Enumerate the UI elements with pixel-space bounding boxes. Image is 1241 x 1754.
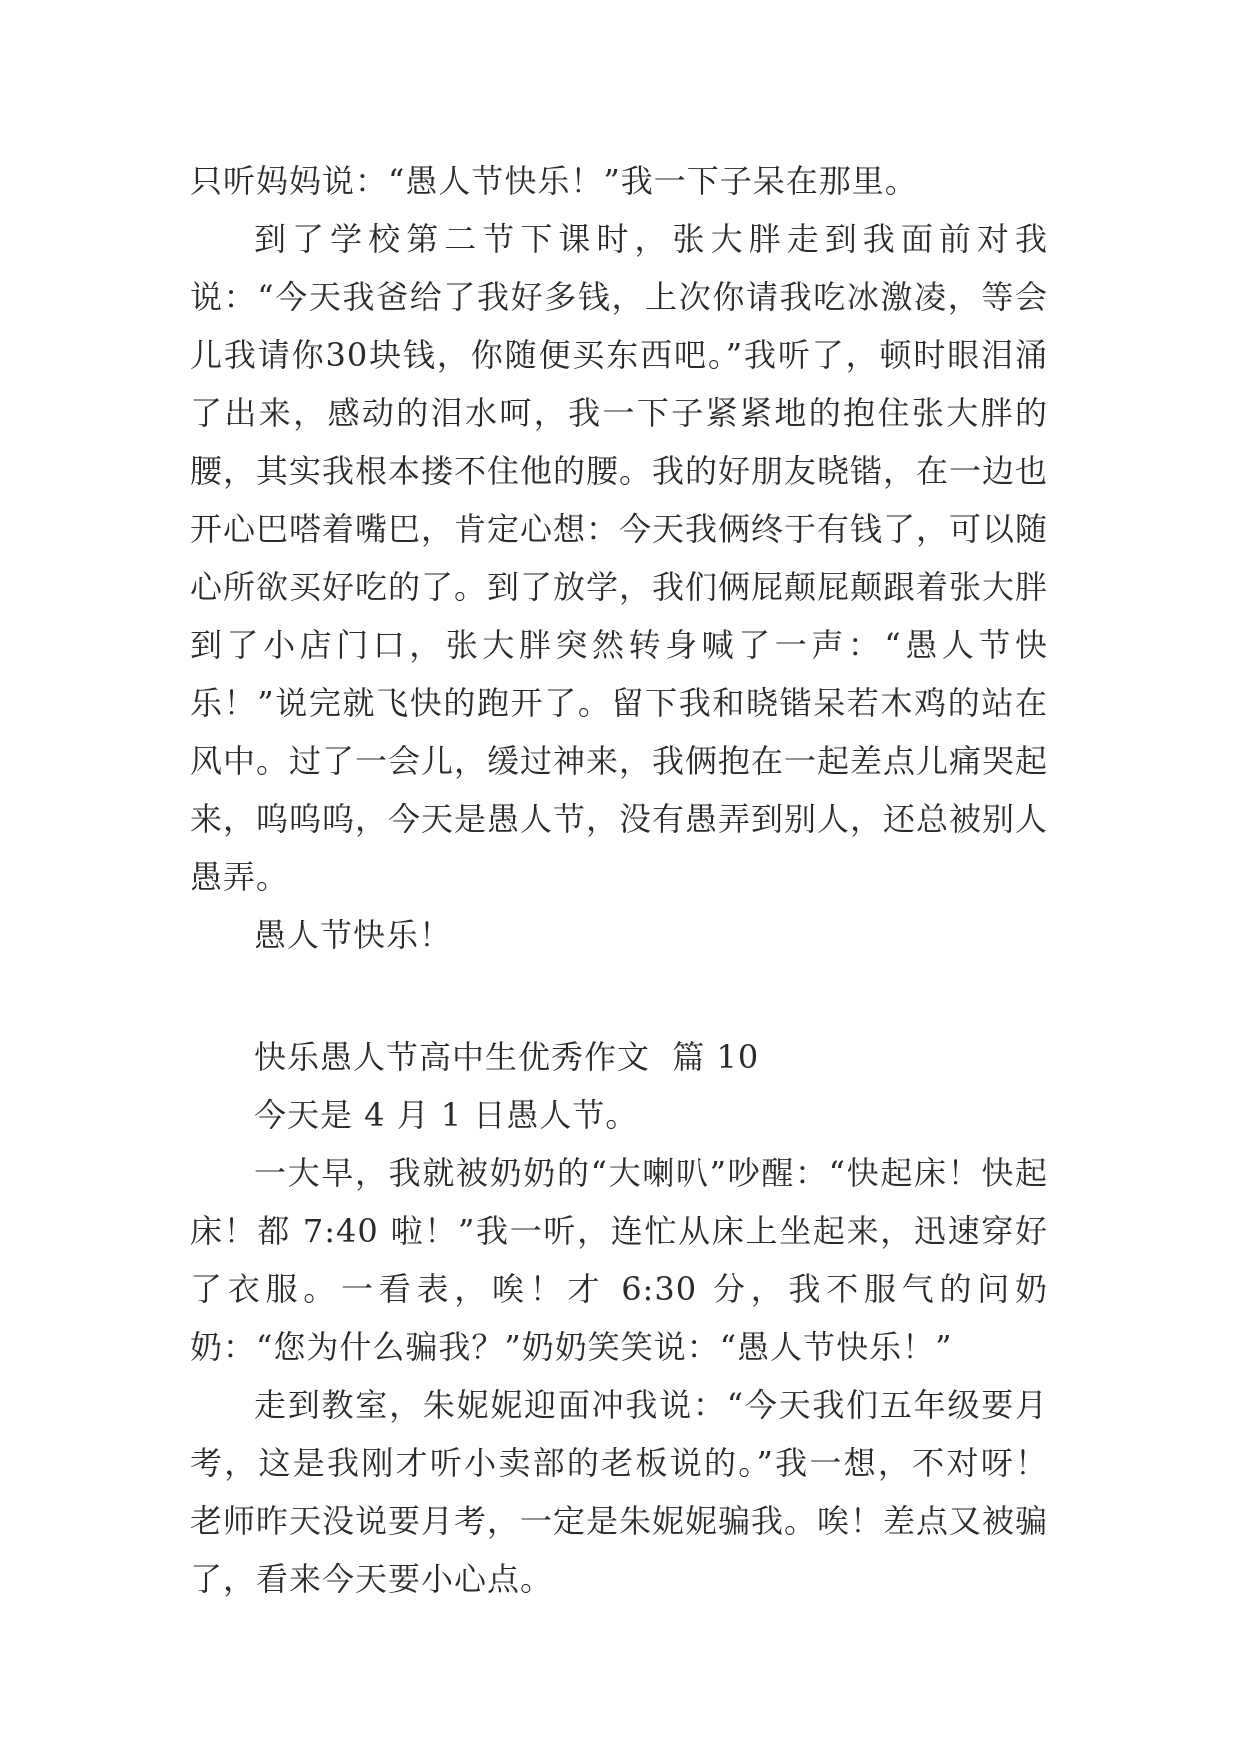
paragraph-continuation: 只听妈妈说：“愚人节快乐！”我一下子呆在那里。: [190, 162, 918, 200]
section-spacer: [190, 964, 1048, 1028]
paragraph-date: 今天是 4 月 1 日愚人节。: [254, 1096, 639, 1134]
paragraph-closing: 愚人节快乐！: [254, 916, 453, 954]
paragraph-story-da-pang: 到了学校第二节下课时，张大胖走到我面前对我说：“今天我爸给了我好多钱，上次你请我吃冰激凌，等会儿我请你30块钱，你随便买东西吧。”我听了，顿时眼泪涌了出来，感动的泪水呵，我一下子紧紧地的抱住张大胖的腰，其实我根本搂不住他的腰。我的好朋友晓锴，在一边也开心巴嗒着嘴巴，肯定心想：今天我俩终于有钱了，可以随心所欲买好吃的了。到了放学，我们俩屁颠屁颠跟着张大胖到了小店门口，张大胖突然转身喊了一声：“愚人节快乐！”说完就飞快的跑开了。留下我和晓锴呆若木鸡的站在风中。过了一会儿，缓过神来，我俩抱在一起差点儿痛哭起来，呜呜呜，今天是愚人节，没有愚弄到别人，还总被别人愚弄。: [190, 220, 1049, 896]
document-body: [190, 152, 1048, 1608]
paragraph-grandma: 一大早，我就被奶奶的“大喇叭”吵醒：“快起床！快起床！都 7:40 啦！”我一听，连忙从床上坐起来，迅速穿好了衣服。一看表，唉！才 6:30 分，我不服气的问奶奶：“您为什么骗我？”奶奶笑笑说：“愚人节快乐！”: [190, 1154, 1048, 1366]
section-title: 快乐愚人节高中生优秀作文 篇 10: [254, 1038, 760, 1076]
paragraph-classroom: 走到教室，朱妮妮迎面冲我说：“今天我们五年级要月考，这是我刚才听小卖部的老板说的。”我一想，不对呀！老师昨天没说要月考，一定是朱妮妮骗我。唉！差点又被骗了，看来今天要小心点。: [190, 1386, 1049, 1598]
